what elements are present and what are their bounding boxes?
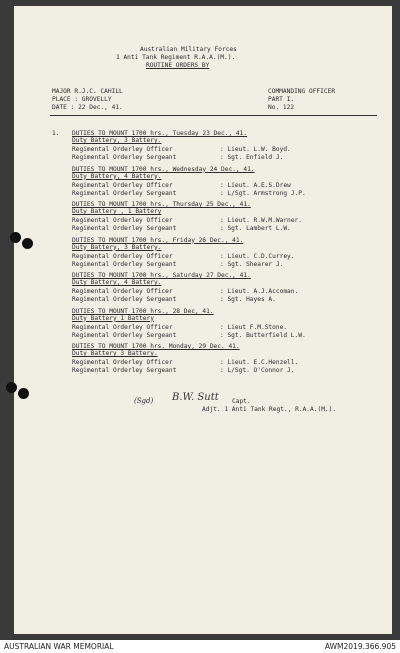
officer-role: Regimental Orderley Officer (72, 146, 173, 153)
sergeant-role: Regimental Orderley Sergeant (72, 260, 177, 268)
duty-heading: DUTIES TO MOUNT 1700 hrs., Saturday 27 Dec., 41. (72, 272, 251, 279)
signature-rank: Capt. (232, 398, 251, 405)
sergeant-role: Regimental Orderley Sergeant (72, 296, 177, 303)
order-number: No. 122 (268, 104, 295, 111)
punch-hole (6, 382, 17, 393)
sergeant-role: Regimental Orderley Sergeant (72, 225, 177, 232)
part-number: PART I. (268, 96, 295, 103)
duty-heading: DUTIES TO MOUNT 1700 hrs., Tuesday 23 Dec., 41. (72, 130, 248, 137)
duty-heading: DUTIES TO MOUNT 1700 hrs., Wednesday 24 Dec., 41. (72, 165, 255, 173)
duty-heading: DUTIES TO MOUNT 1700 hrs., 28 Dec, 41. (72, 307, 214, 315)
duty-heading: DUTIES TO MOUNT 1700 hrs., Thursday 25 Dec., 41. (72, 201, 251, 208)
officer-name: : Lieut. L.W. Boyd. (220, 146, 291, 153)
punch-hole (18, 388, 29, 399)
officer-role: Regimental Orderley Officer (72, 323, 173, 331)
sergeant-role: Regimental Orderley Sergeant (72, 154, 177, 161)
header-line-1: Australian Military Forces (140, 46, 237, 53)
document-page (14, 6, 392, 634)
sergeant-name: : Sgt. Enfield J. (220, 154, 284, 161)
punch-hole (10, 232, 21, 243)
duty-battery: Duty Battery , 1 Battery (72, 208, 162, 215)
officer-role: Regimental Orderley Officer (72, 288, 173, 295)
sergeant-name: : L/Sgt. O'Connor J. (220, 367, 295, 374)
signature-title: Adjt. 1 Anti Tank Regt., R.A.A.(M.). (202, 406, 337, 413)
duty-battery: Duty Battery 3 Battery. (72, 350, 158, 357)
officer-name: : Lieut. A.J.Accoman. (220, 288, 299, 295)
major-line: MAJOR R.J.C. CAHILL (52, 88, 123, 95)
archive-reference: AWM2019.366.905 (324, 642, 396, 651)
officer-name: : Lieut. R.W.M.Warner. (220, 217, 302, 224)
sergeant-name: : Sgt. Butterfield L.W. (220, 331, 306, 339)
header-line-3: ROUTINE ORDERS BY (146, 62, 210, 69)
archive-name: AUSTRALIAN WAR MEMORIAL (4, 642, 114, 651)
archive-footer (0, 640, 400, 653)
sergeant-name: : Sgt. Hayes A. (220, 296, 276, 303)
header-rule (50, 115, 377, 116)
date-line: DATE : 22 Dec., 41. (52, 104, 123, 111)
item-number: 1. (52, 130, 60, 137)
duty-battery: Duty Battery, 4 Battery. (72, 172, 162, 180)
officer-role: Regimental Orderley Officer (72, 181, 173, 189)
officer-role: Regimental Orderley Officer (72, 217, 173, 224)
sergeant-role: Regimental Orderley Sergeant (72, 189, 177, 197)
officer-role: Regimental Orderley Officer (72, 359, 173, 366)
officer-role: Regimental Orderley Officer (72, 252, 173, 260)
commanding-officer: COMMANDING OFFICER (268, 88, 336, 95)
place-line: PLACE : GROVELLY (52, 96, 112, 103)
sergeant-name: : Sgt. Shearer J. (220, 260, 284, 268)
sgd-mark: (Sgd) (134, 397, 154, 405)
duty-battery: Duty Battery, 3 Battery. (72, 137, 162, 144)
officer-name: : Lieut. E.C.Henzell. (220, 359, 299, 366)
sergeant-role: Regimental Orderley Sergeant (72, 331, 177, 339)
sergeant-name: : L/Sgt. Armstrong J.P. (220, 189, 306, 197)
duty-battery: Duty Battery 1 Battery (72, 314, 154, 322)
sergeant-role: Regimental Orderley Sergeant (72, 367, 177, 374)
punch-hole (22, 238, 33, 249)
duty-battery: Duty Battery, 3 Battery. (72, 243, 162, 251)
duty-heading: DUTIES TO MOUNT 1700 hrs., Friday 26 Dec., 41. (72, 236, 244, 244)
sergeant-name: : Sgt. Lambert L.W. (220, 225, 291, 232)
header-line-2: 1 Anti Tank Regiment R.A.A.(M.). (116, 54, 236, 61)
duty-heading: DUTIES TO MOUNT 1700 hrs. Monday, 29 Dec. 41. (72, 343, 240, 350)
officer-name: : Lieut F.M.Stone. (220, 323, 288, 331)
duty-battery: Duty Battery, 4 Battery. (72, 279, 162, 286)
handwritten-signature: B.W. Sutt (172, 392, 219, 403)
officer-name: : Lieut. A.E.S.Drew (220, 181, 291, 189)
officer-name: : Lieut. C.D.Currey. (220, 252, 295, 260)
